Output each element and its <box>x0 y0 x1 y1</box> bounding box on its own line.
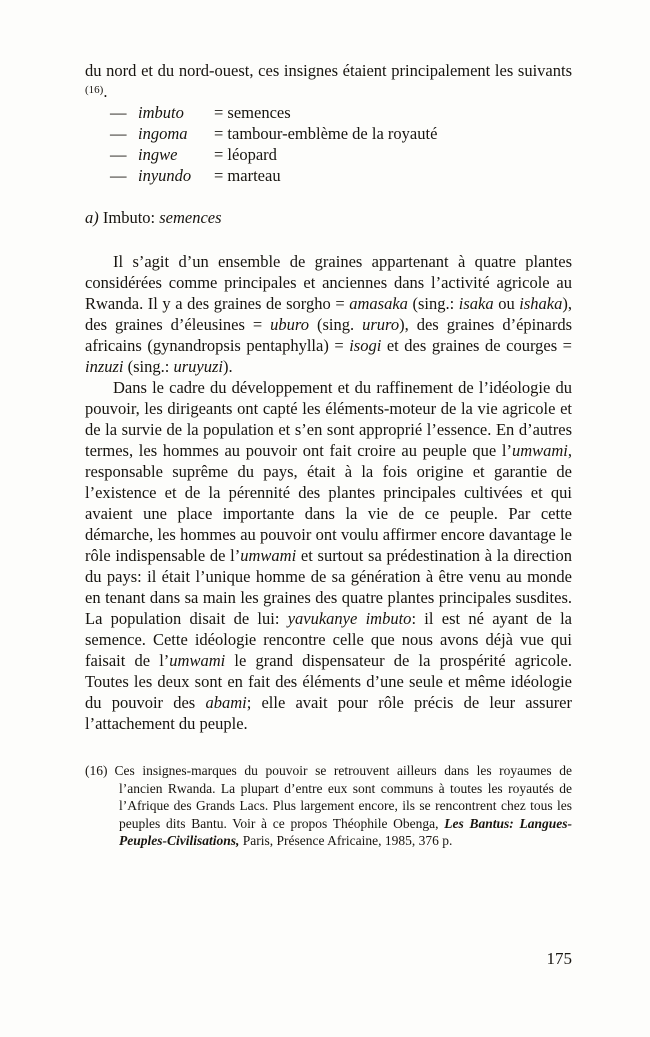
text-block <box>85 60 572 850</box>
insignia-term: imbuto <box>138 103 184 122</box>
footnote-text: Ces insignes-marques du pouvoir se retrouvent ailleurs dans les royaumes de l’ancien Rwanda. La plupart d’entre eux sont communs à toutes les royautés de l’Afrique des Grands Lacs. Plus largement encore, ils se rencontrent chez tous les peuples dits Bantu. Voir à ce propos Théophile Obenga, Les Bantus: Langues-Peuples-Civilisations, Paris, Présence Africaine, 1985, 376 p. <box>114 763 572 848</box>
insignia-definition: = tambour-emblème de la royauté <box>214 124 438 143</box>
insignia-definition: = léopard <box>214 145 277 164</box>
footnote-marker: (16) <box>85 763 108 778</box>
list-dash: — <box>110 103 127 122</box>
intro-paragraph: du nord et du nord-ouest, ces insignes étaient principalement les suivants $^{(16)}$. <box>85 61 572 101</box>
insignia-term: ingwe <box>138 145 178 164</box>
list-dash: — <box>110 145 127 164</box>
insignia-definition: = marteau <box>214 166 281 185</box>
list-item <box>110 165 572 186</box>
page-number: 175 <box>546 949 572 968</box>
paragraph-semences: Il s’agit d’un ensemble de graines appartenant à quatre plantes considérées comme principales et anciennes dans l’activité agricole au Rwanda. Il y a des graines de sorgho = amasaka (sing.: isaka ou ishaka), des graines d’éleusines = uburo (sing. ururo), des graines d’épinards africains (gynandropsis pentaphylla) = isogi et des graines de courges = inzuzi (sing.: uruyuzi). <box>85 252 573 376</box>
section-heading: a) Imbuto: semences <box>85 208 222 227</box>
insignia-term: ingoma <box>138 124 188 143</box>
list-item <box>110 144 572 165</box>
list-item <box>110 102 572 123</box>
insignia-definition: = semences <box>214 103 291 122</box>
footnote <box>85 762 572 850</box>
insignia-list <box>110 102 572 186</box>
list-dash: — <box>110 124 127 143</box>
list-item <box>110 123 572 144</box>
list-dash: — <box>110 166 127 185</box>
paragraph-ideologie: Dans le cadre du développement et du raffinement de l’idéologie du pouvoir, les dirigeants ont capté les éléments-moteur de la vie agricole et de la survie de la population et s’en sont approprié l’essence. En d’autres termes, les hommes au pouvoir ont fait croire au peuple que l’umwami, responsable suprême du pays, était à la fois origine et garantie de l’existence et de la pérennité des plantes principales cultivées et qui avaient une place importante dans la vie de ce peuple. Par cette démarche, les hommes au pouvoir ont voulu affirmer encore davantage le rôle indispensable de l’umwami et surtout sa prédestination à la direction du pays: il était l’unique homme de sa génération à être venu au monde en tenant dans sa main les graines des quatre plantes principales susdites. La population disait de lui: yavukanye imbuto: il est né ayant de la semence. Cette idéologie rencontre celle que nous avons déjà vue qui faisait de l’umwami le grand dispensateur de la prospérité agricole. Toutes les deux sont en fait des éléments d’une seule et même idéologie du pouvoir des abami; elle avait pour rôle précis de leur assurer l’attachement du peuple. <box>85 378 573 733</box>
insignia-term: inyundo <box>138 166 192 185</box>
